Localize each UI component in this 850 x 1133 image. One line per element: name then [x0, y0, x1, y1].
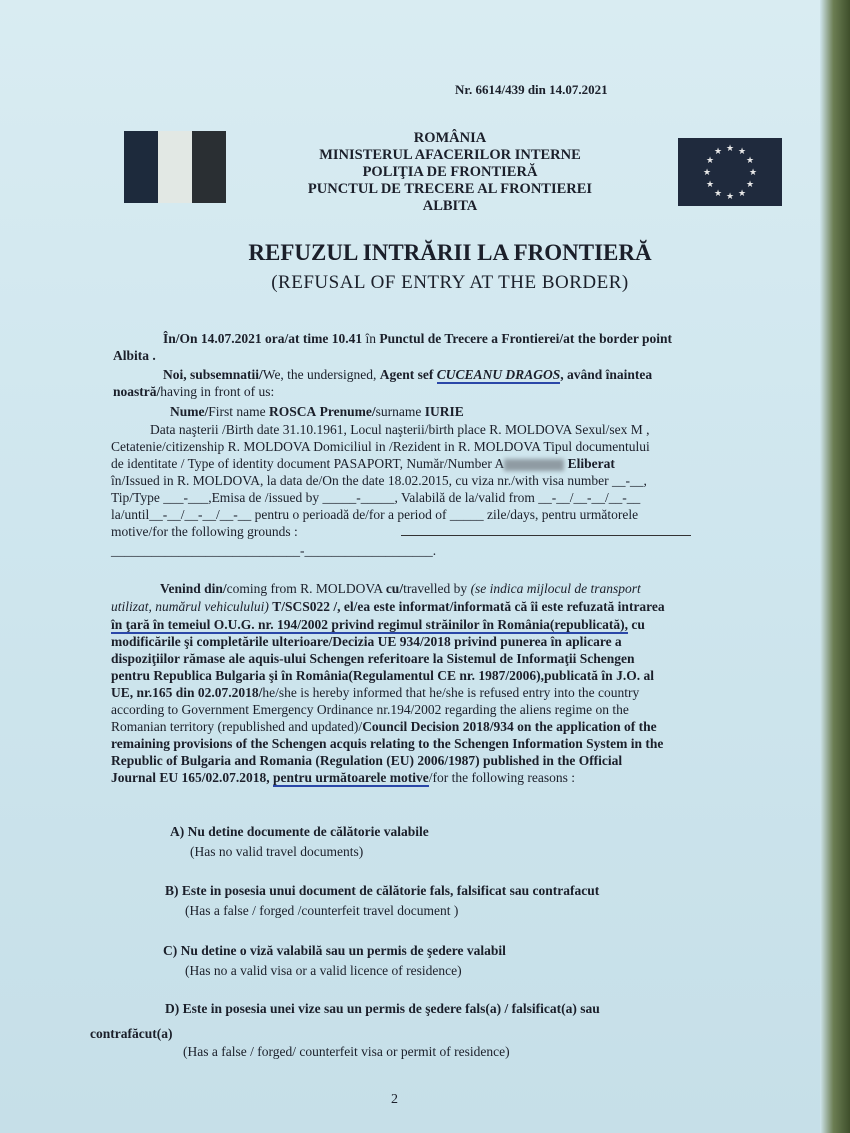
label-first-name-en: First name	[208, 404, 266, 419]
coming-line-6: pentru Republica Bulgaria şi în România(Regulamentul CE nr. 1987/2006),publicată în J.O. al	[111, 668, 654, 683]
label-in-front: noastră/	[113, 384, 161, 399]
label-issued: Eliberat	[567, 456, 615, 471]
journal-ref: UE, nr.165 din 02.07.2018/	[111, 685, 263, 700]
label-undersigned: Noi, subsemnatii/	[163, 367, 263, 382]
document-title: REFUZUL INTRĂRII LA FRONTIERĂ	[248, 240, 652, 265]
reason-d-ro-cont: contrafăcut(a)	[90, 1026, 173, 1041]
coming-line-12	[111, 769, 575, 786]
visa-type-row: Tip/Type ___-___,Emisa de /issued by _____-_____, Valabilă de la/valid from __-__/__-__/__-__	[111, 490, 641, 505]
page-number: 2	[391, 1092, 398, 1107]
label-surname: Prenume/	[319, 404, 376, 419]
document-type-text: de identitate / Type of identity document PASAPORT, Număr/Number	[111, 456, 492, 471]
intro-line-2: Albita .	[113, 348, 156, 363]
reason-a-ro: A) Nu detine documente de călătorie valabile	[170, 824, 429, 839]
legal-basis-cont: cu	[631, 617, 645, 632]
coming-line-7	[111, 684, 639, 701]
intro-time: 10.41	[331, 331, 363, 346]
header-ministry: MINISTERUL AFACERILOR INTERNE	[319, 147, 581, 163]
header-location: ALBITA	[422, 198, 478, 214]
label-first-name: Nume/	[170, 404, 209, 419]
coming-line-8: according to Government Emergency Ordinance nr.194/2002 regarding the aliens regime on the	[111, 702, 629, 717]
coming-line-10: remaining provisions of the Schengen acquis relating to the Schengen Information System in the	[111, 736, 664, 751]
label-in: în	[365, 331, 377, 346]
header-country: ROMÂNIA	[413, 130, 487, 146]
coming-line-11: Republic of Bulgaria and Romania (Regulation (EU) 2006/1987) published in the Official	[111, 753, 623, 768]
intro-date: 14.07.2021	[200, 331, 262, 346]
coming-from: coming from R. MOLDOVA	[226, 581, 383, 596]
label-in-front-en: having in front of us:	[160, 384, 275, 399]
header-police: POLIŢIA DE FRONTIERĂ	[362, 164, 538, 180]
issuing-authority	[240, 130, 660, 215]
coming-line-5: dispoziţiilor rămase ale aquis-ului Schengen referitoare la Sistemul de Informaţii Schengen	[111, 651, 635, 666]
reason-b-ro: B) Este in posesia unui document de călătorie fals, falsificat sau contrafacut	[165, 883, 600, 898]
council-decision: Council Decision 2018/934 on the application of the	[362, 719, 657, 734]
journal-eu: Journal EU 165/02.07.2018,	[111, 770, 270, 785]
document-subtitle: (REFUSAL OF ENTRY AT THE BORDER)	[271, 272, 629, 293]
following-reasons-ro: pentru următoarele motive	[273, 770, 429, 785]
reason-d-en: (Has a false / forged/ counterfeit visa or permit of residence)	[183, 1044, 510, 1059]
following-reasons-en: /for the following reasons :	[428, 770, 575, 785]
header-border-point: PUNCTUL DE TRECERE AL FRONTIEREI	[307, 181, 593, 197]
romania-flag-icon	[124, 131, 226, 203]
reason-d-ro: D) Este in posesia unei vize sau un permis de şedere fals(a) / falsificat(a) sau	[165, 1001, 600, 1016]
first-name-value: ROSCA	[269, 404, 317, 419]
eu-flag-icon: ★ ★ ★ ★ ★ ★ ★ ★ ★ ★ ★ ★	[678, 138, 782, 206]
birth-row: Data naşterii /Birth date 31.10.1961, Locul naşterii/birth place R. MOLDOVA Sexul/sex M ,	[150, 422, 650, 437]
passport-number-partial: A	[494, 456, 505, 471]
label-surname-en: surname	[375, 404, 422, 419]
officer-rank: Agent sef	[379, 367, 434, 382]
coming-line-4: modificările şi completările ulterioare/Decizia UE 934/2018 privind punerea în aplicare a	[111, 634, 622, 649]
vehicle-number: T/SCS022 /,	[272, 599, 341, 614]
background-foliage	[820, 0, 850, 1133]
coming-line-1	[160, 580, 641, 597]
label-travelled-en: travelled by	[403, 581, 468, 596]
coming-line-2	[111, 598, 665, 615]
grounds-continuation: ____________________________-___________________.	[111, 543, 437, 558]
grounds-label: motive/for the following grounds :	[111, 524, 298, 539]
informed-en: he/she is hereby informed that he/she is refused entry into the country	[262, 685, 640, 700]
transport-note-2: utilizat, numărul vehiculului)	[111, 599, 269, 614]
label-travelled: cu/	[385, 581, 404, 596]
legal-basis: în ţară în temeiul O.U.G. nr. 194/2002 privind regimul străinilor în România(republicată),	[111, 617, 629, 632]
grounds-row	[111, 523, 691, 540]
document-number: Nr. 6614/439 din 14.07.2021	[455, 82, 608, 97]
label-on: În/On	[163, 331, 198, 346]
officer-name: CUCEANU DRAGOS	[436, 367, 561, 382]
grounds-blank	[401, 535, 691, 536]
document-type-row	[111, 455, 615, 472]
label-time: ora/at time	[265, 331, 329, 346]
person-name-row	[170, 403, 464, 420]
transport-note: (se indica mijlocul de transport	[470, 581, 641, 596]
territory-text: Romanian territory (republished and updated)/	[111, 719, 363, 734]
intro-line-1	[163, 330, 672, 347]
until-row: la/until__-__/__-__/__-__ pentru o perioadă de/for a period of _____ zile/days, pentru următorele	[111, 507, 639, 522]
coming-line-9	[111, 718, 657, 735]
coming-line-3	[111, 616, 645, 633]
surname-value: IURIE	[424, 404, 464, 419]
issued-row: în/Issued in R. MOLDOVA, la data de/On the date 18.02.2015, cu viza nr./with visa number __-__,	[111, 473, 647, 488]
redacted-passport-number	[504, 459, 564, 471]
reason-c-en: (Has no a valid visa or a valid licence of residence)	[185, 963, 462, 978]
undersigned-line-1	[163, 366, 652, 383]
reason-a-en: (Has no valid travel documents)	[190, 844, 364, 859]
reason-b-en: (Has a false / forged /counterfeit travel document )	[185, 903, 459, 918]
citizenship-row: Cetatenie/citizenship R. MOLDOVA Domiciliul in /Rezident in R. MOLDOVA Tipul documentului	[111, 439, 650, 454]
label-coming: Venind din/	[160, 581, 227, 596]
reason-c-ro: C) Nu detine o viză valabilă sau un permis de şedere valabil	[163, 943, 506, 958]
label-undersigned-en: We, the undersigned,	[262, 367, 377, 382]
label-having: , având înaintea	[560, 367, 653, 382]
label-border-point: Punctul de Trecere a Frontierei/at the border point	[379, 331, 672, 346]
informed-text: el/ea este informat/informată că îi este refuzată intrarea	[343, 599, 665, 614]
undersigned-line-2	[113, 383, 274, 400]
